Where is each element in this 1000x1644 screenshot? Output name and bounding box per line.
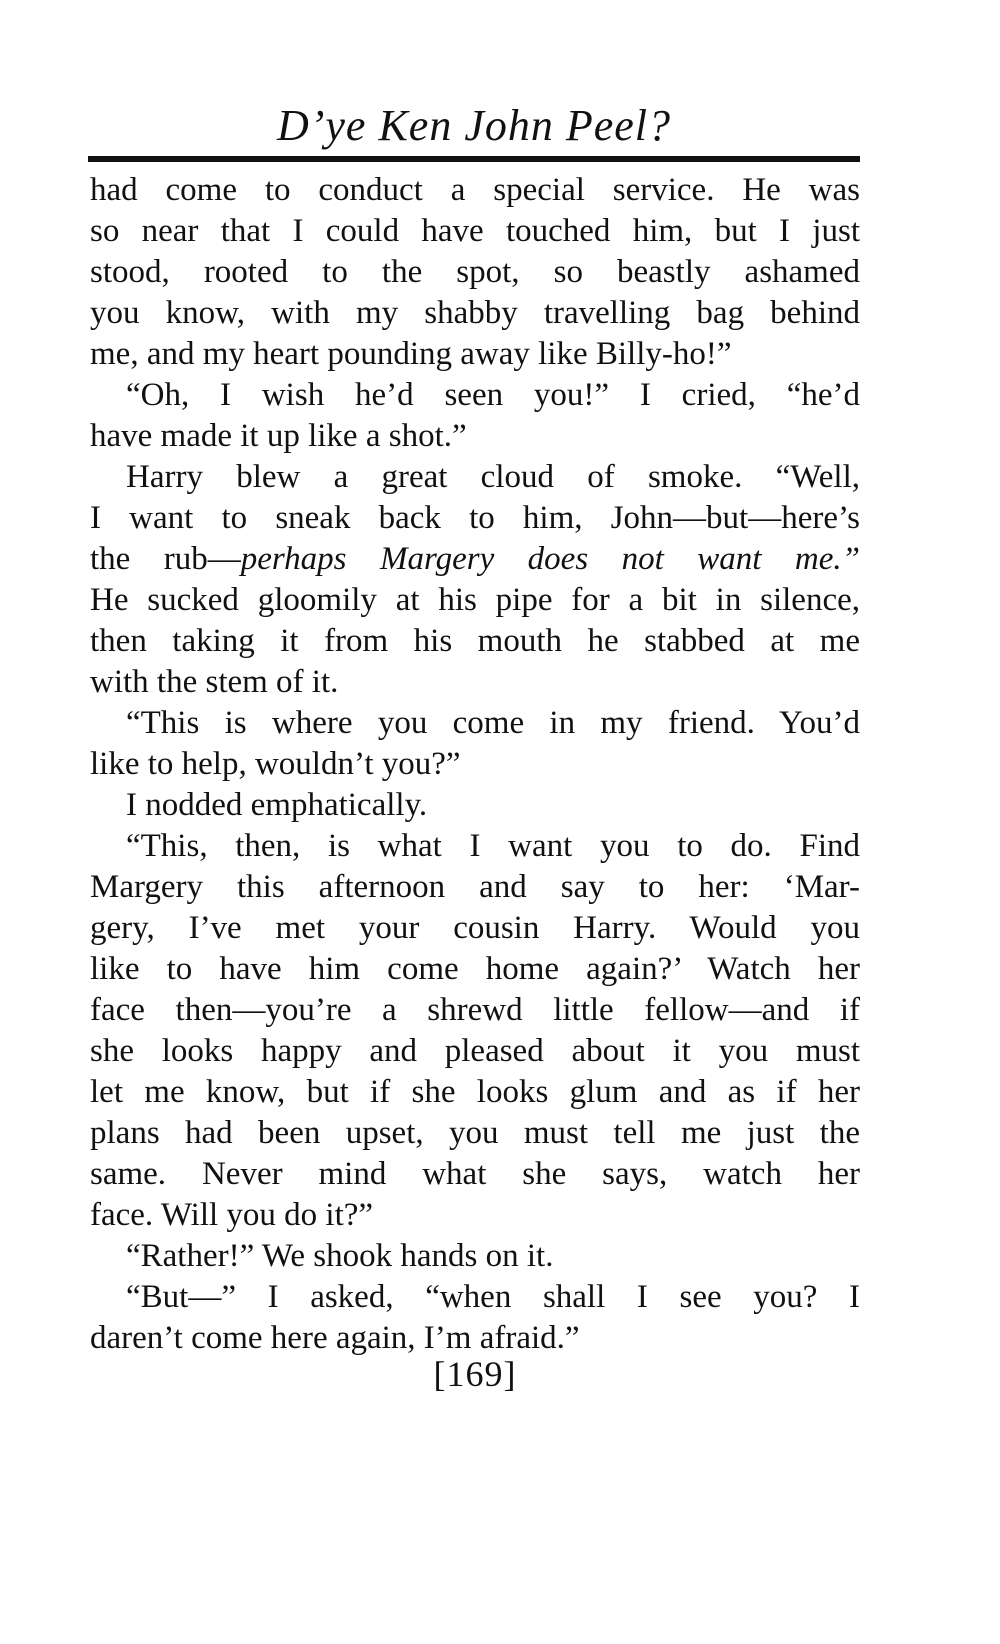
text-line: you know, with my shabby travelling bag behind — [90, 295, 860, 331]
text-line: so near that I could have touched him, but I just — [90, 213, 860, 249]
text-line: then taking it from his mouth he stabbed at me — [90, 623, 860, 659]
text-line: face then—you’re a shrewd little fellow—and if — [90, 992, 860, 1028]
text-span: the rub— — [90, 541, 241, 577]
text-line: Margery this afternoon and say to her: ‘Mar- — [90, 869, 860, 905]
text-line: stood, rooted to the spot, so beastly ashamed — [90, 254, 860, 290]
italic-text: perhaps Margery does not want me.” — [240, 541, 860, 577]
text-line: gery, I’ve met your cousin Harry. Would you — [90, 910, 860, 946]
header-rule — [88, 156, 860, 162]
text-line: me, and my heart pounding away like Billy-ho!” — [90, 336, 732, 372]
text-line: with the stem of it. — [90, 664, 339, 700]
page-number: [169] — [433, 1354, 517, 1394]
text-line: same. Never mind what she says, watch her — [90, 1156, 860, 1192]
text-line: she looks happy and pleased about it you must — [90, 1033, 860, 1069]
text-line: “But—” I asked, “when shall I see you? I — [126, 1279, 860, 1315]
text-line: “This is where you come in my friend. You’d — [126, 705, 860, 741]
text-line: plans had been upset, you must tell me just the — [90, 1115, 860, 1151]
text-line — [90, 539, 860, 580]
text-line: “Rather!” We shook hands on it. — [126, 1238, 554, 1274]
text-line: like to help, wouldn’t you?” — [90, 746, 461, 782]
text-line: He sucked gloomily at his pipe for a bit in silence, — [90, 582, 860, 618]
text-line: like to have him come home again?’ Watch her — [90, 951, 860, 987]
text-line: “Oh, I wish he’d seen you!” I cried, “he’d — [126, 377, 860, 413]
text-line: Harry blew a great cloud of smoke. “Well, — [126, 459, 860, 495]
text-line: daren’t come here again, I’m afraid.” — [90, 1320, 580, 1356]
text-line: I want to sneak back to him, John—but—here’s — [90, 500, 860, 536]
text-line: face. Will you do it?” — [90, 1197, 374, 1233]
text-line: have made it up like a shot.” — [90, 418, 467, 454]
text-line: had come to conduct a special service. He was — [90, 172, 860, 208]
body-text — [90, 170, 860, 1359]
text-line: let me know, but if she looks glum and as if her — [90, 1074, 860, 1110]
text-line: “This, then, is what I want you to do. Find — [126, 828, 860, 864]
running-head: D’ye Ken John Peel? — [276, 101, 672, 150]
text-line: I nodded emphatically. — [126, 787, 428, 823]
